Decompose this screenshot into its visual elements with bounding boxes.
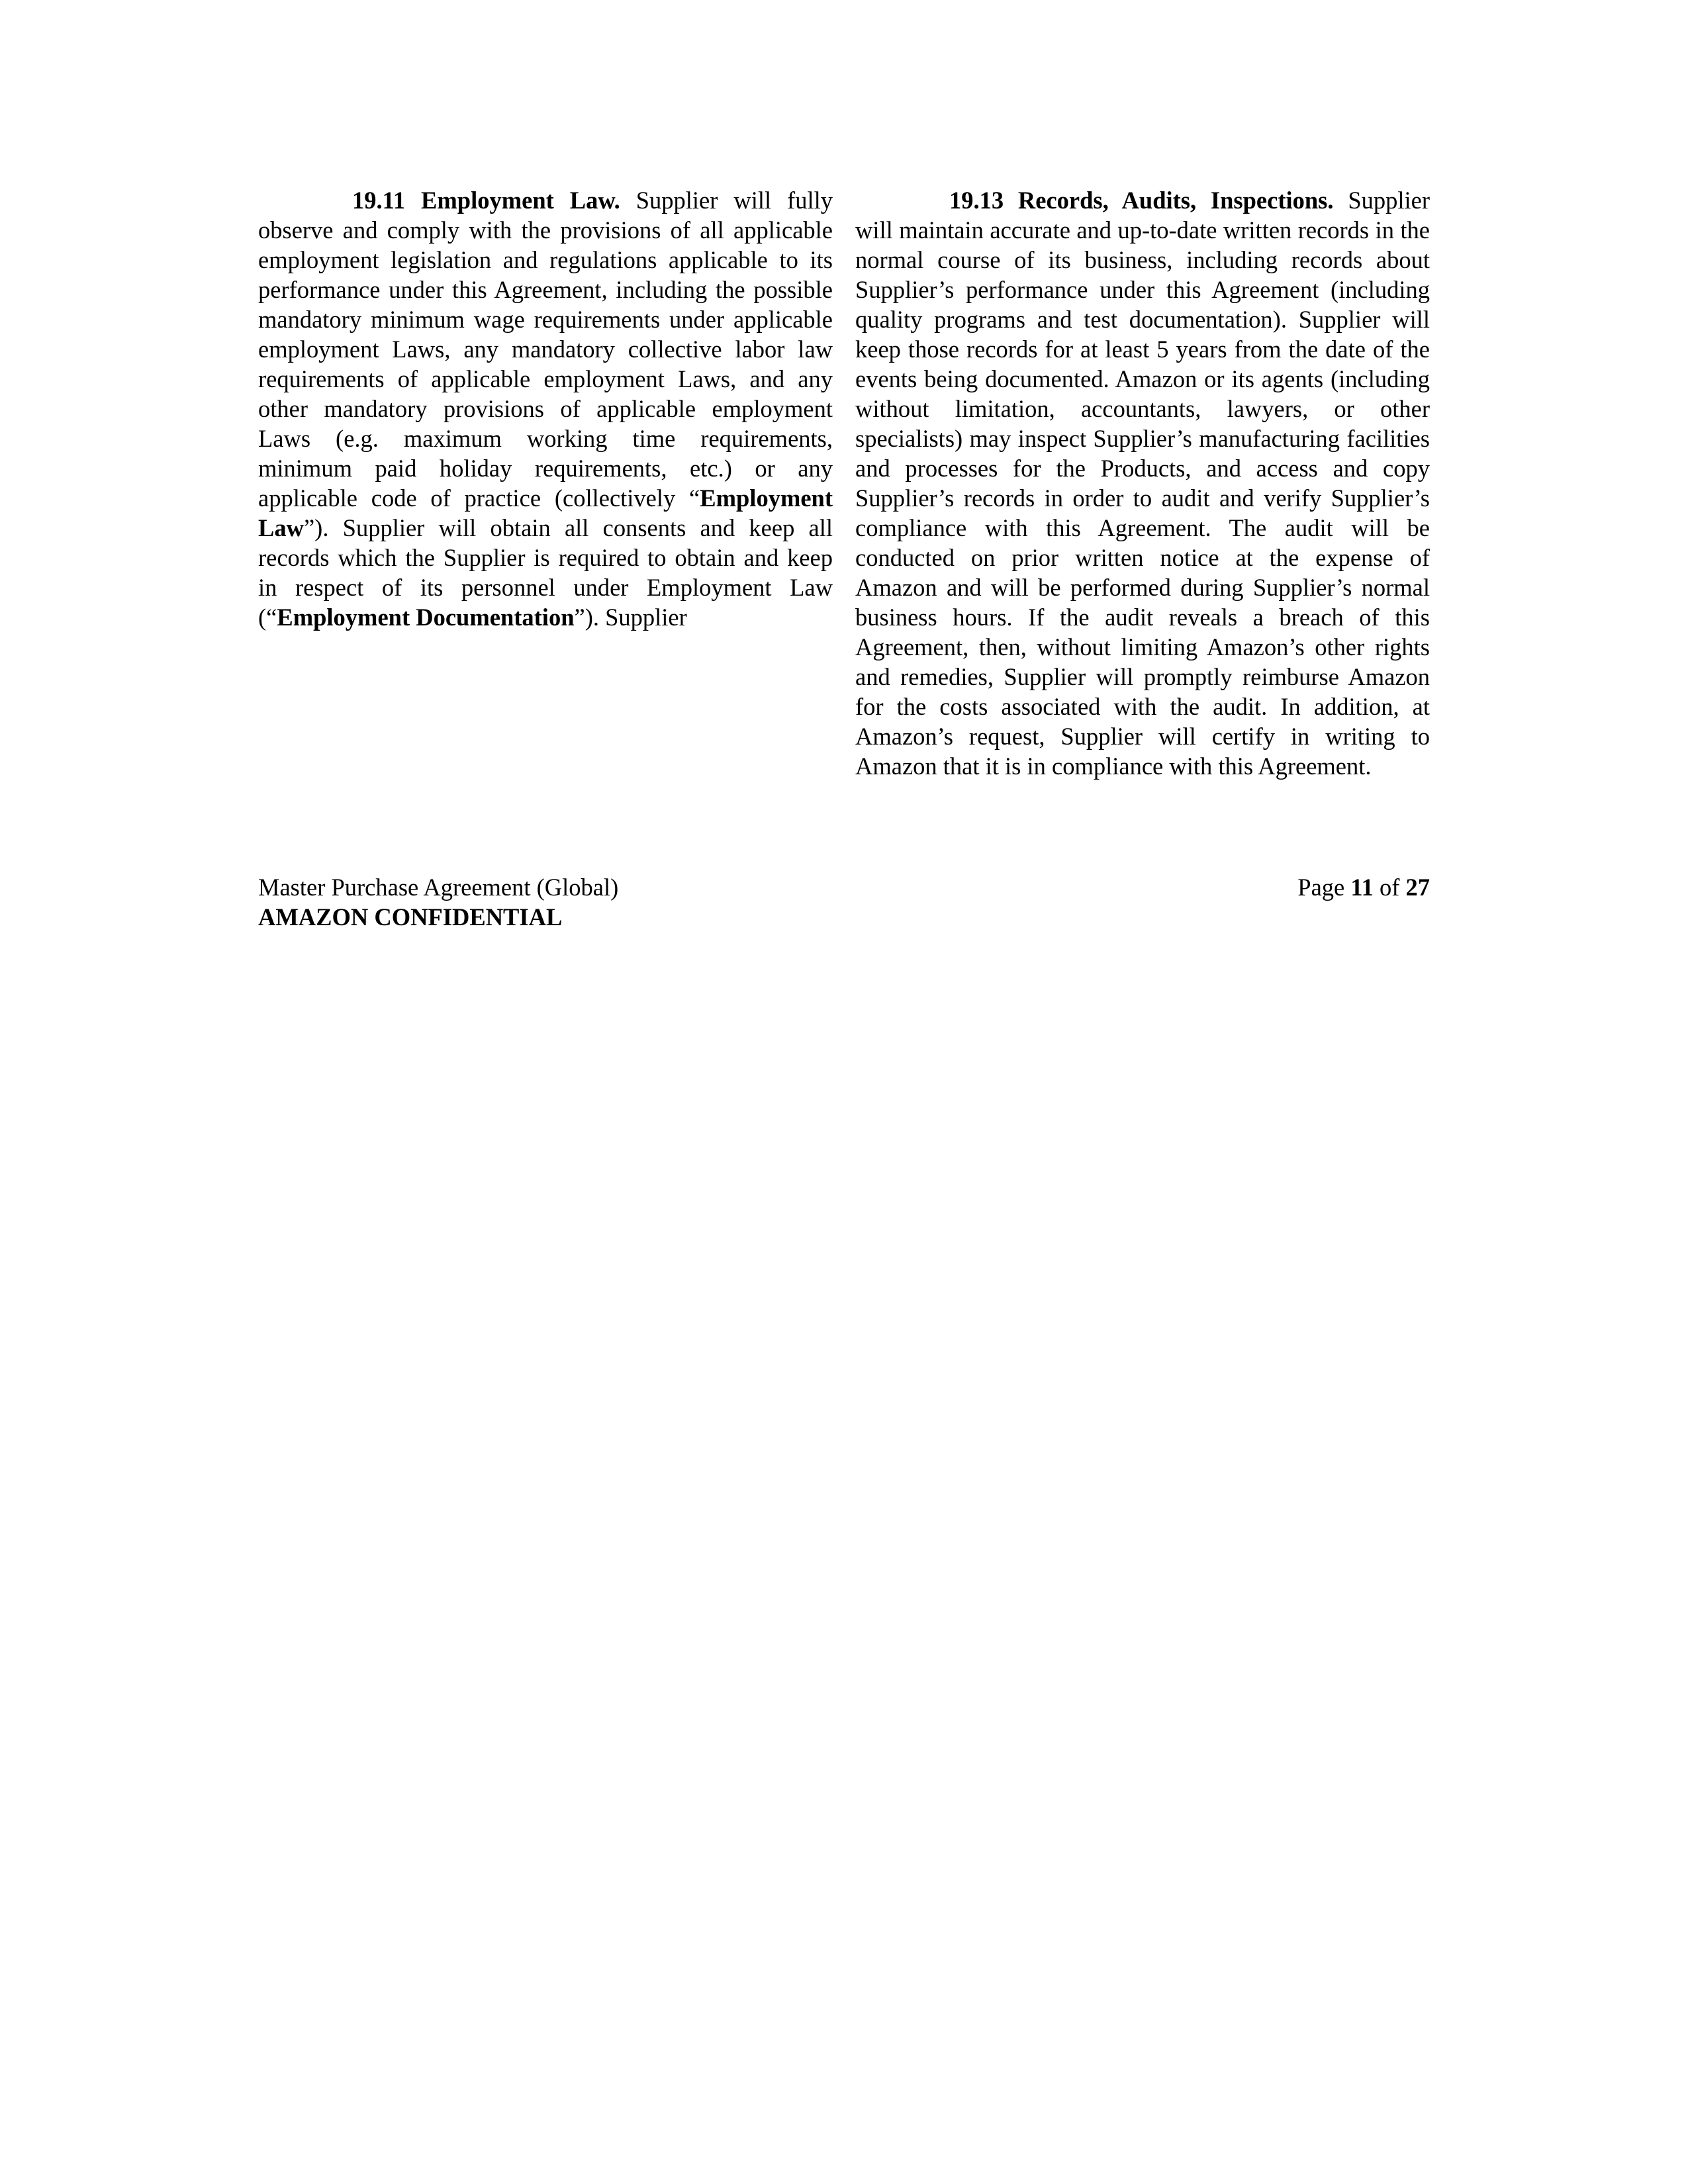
page-number: 11 — [1350, 874, 1374, 901]
section-records-audits — [855, 185, 1430, 781]
section-heading: 19.11 Employment Law. — [352, 187, 620, 214]
section-paragraph — [855, 185, 1430, 781]
section-heading: 19.13 Records, Audits, Inspections. — [949, 187, 1334, 214]
page-indicator — [1297, 872, 1430, 902]
defined-term: Employment Documentation — [277, 604, 575, 631]
section-employment-law — [258, 185, 833, 632]
page-total: 27 — [1405, 874, 1430, 901]
section-paragraph — [258, 185, 833, 632]
page-footer — [258, 872, 1430, 932]
footer-row — [258, 872, 1430, 902]
section-text: ”). Supplier — [574, 604, 687, 631]
section-text: Supplier will fully observe and comply with the provisions of all applicable employment legislation and regulations applicable to its performance under this Agreement, including the possible mandatory minimum wage requirements under applicable employment Laws, any mandatory collective labor law requirements of applicable employment Laws, and any other mandatory provisions of applicable employment Laws (e.g. maximum working time requirements, minimum paid holiday requirements, etc.) or any applicable code of practice (collectively “ — [258, 187, 833, 512]
of-word: of — [1379, 874, 1400, 901]
confidential-label: AMAZON CONFIDENTIAL — [258, 903, 563, 931]
section-text: Supplier will maintain accurate and up-to-date written records in the normal course of its business, including records about Supplier’s performance under this Agreement (including quality programs and test documentation). Supplier will keep those records for at least 5 years from the date of the events being documented. Amazon or its agents (including without limitation, accountants, lawyers, or other specialists) may inspect Supplier’s manufacturing facilities and processes for the Products, and access and copy Supplier’s records in order to audit and verify Supplier’s compliance with this Agreement. The audit will be conducted on prior written notice at the expense of Amazon and will be performed during Supplier’s normal business hours. If the audit reveals a breach of this Agreement, then, without limiting Amazon’s other rights and remedies, Supplier will promptly reimburse Amazon for the costs associated with the audit. In addition, at Amazon’s request, Supplier will certify in writing to Amazon that it is in compliance with this Agreement. — [855, 187, 1430, 780]
page-word: Page — [1297, 874, 1345, 901]
document-title: Master Purchase Agreement (Global) — [258, 874, 619, 901]
section-text: ”). Supplier will obtain all consents and keep all records which the Supplier is required to obtain and keep in respect of its personnel under Employment Law (“ — [258, 514, 833, 631]
defined-term: Employment Law — [258, 484, 833, 541]
